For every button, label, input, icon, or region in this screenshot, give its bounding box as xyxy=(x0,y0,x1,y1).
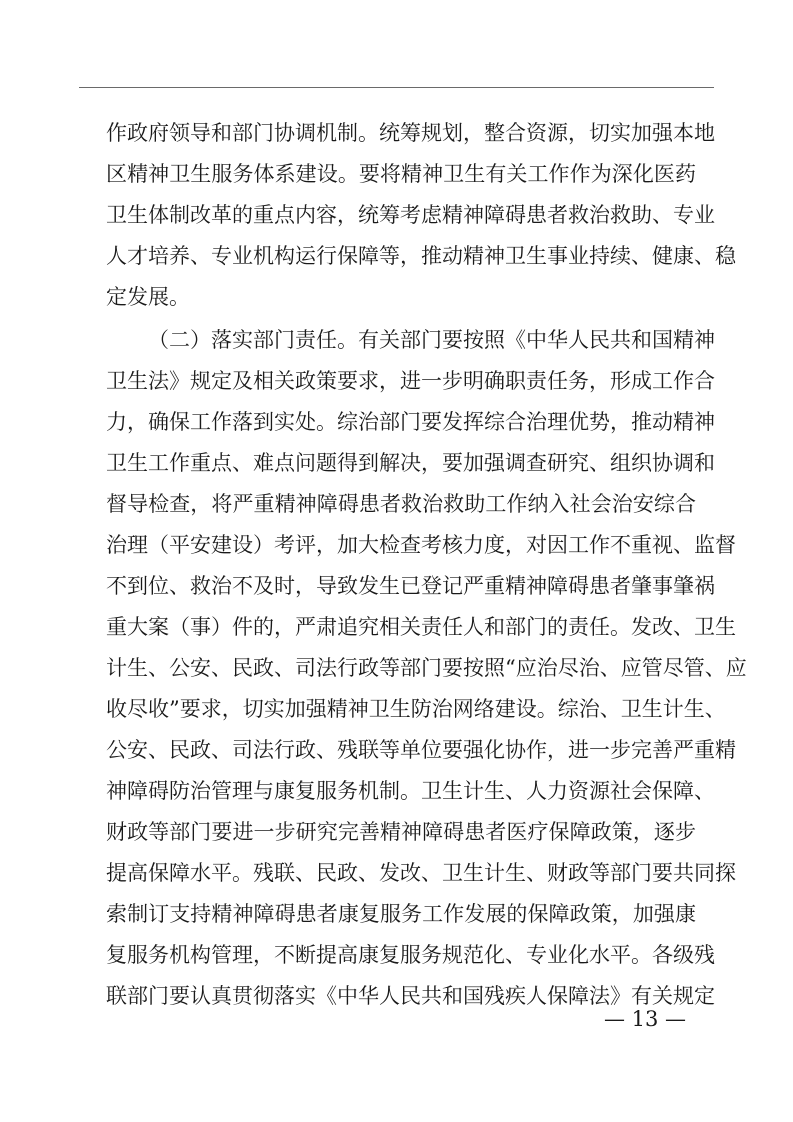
text-line: 力，确保工作落到实处。综治部门要发挥综合治理优势，推动精神 xyxy=(106,410,715,434)
text-line: 治理（平安建设）考评，加大检查考核力度，对因工作不重视、监督 xyxy=(106,533,736,557)
header-rule xyxy=(79,87,714,88)
text-line: 财政等部门要进一步研究完善精神障碍患者医疗保障政策，逐步 xyxy=(106,820,696,844)
text-line: 计生、公安、民政、司法行政等部门要按照“应治尽治、应管尽管、应 xyxy=(106,656,747,680)
text-line: 定发展。 xyxy=(106,285,190,309)
text-line: 神障碍防治管理与康复服务机制。卫生计生、人力资源社会保障、 xyxy=(106,779,715,803)
text-line: 公安、民政、司法行政、残联等单位要强化协作，进一步完善严重精 xyxy=(106,738,736,762)
text-line: 联部门要认真贯彻落实《中华人民共和国残疾人保障法》有关规定 xyxy=(106,984,715,1008)
text-line: 重大案（事）件的，严肃追究相关责任人和部门的责任。发改、卫生 xyxy=(106,615,736,639)
text-line: 卫生法》规定及相关政策要求，进一步明确职责任务，形成工作合 xyxy=(106,369,715,393)
text-line: 区精神卫生服务体系建设。要将精神卫生有关工作作为深化医药 xyxy=(106,162,696,186)
text-line: 不到位、救治不及时，导致发生已登记严重精神障碍患者肇事肇祸 xyxy=(106,574,715,598)
text-line: 索制订支持精神障碍患者康复服务工作发展的保障政策，加强康 xyxy=(106,902,696,926)
section-heading-line: （二）落实部门责任。有关部门要按照《中华人民共和国精神 xyxy=(148,328,715,352)
text-line: 卫生体制改革的重点内容，统筹考虑精神障碍患者救治救助、专业 xyxy=(106,203,715,227)
text-line: 督导检查，将严重精神障碍患者救治救助工作纳入社会治安综合 xyxy=(106,492,696,516)
text-line: 作政府领导和部门协调机制。统筹规划，整合资源，切实加强本地 xyxy=(106,121,715,145)
text-line: 复服务机构管理，不断提高康复服务规范化、专业化水平。各级残 xyxy=(106,943,715,967)
text-line: 卫生工作重点、难点问题得到解决，要加强调查研究、组织协调和 xyxy=(106,451,715,475)
text-line: 提高保障水平。残联、民政、发改、卫生计生、财政等部门要共同探 xyxy=(106,861,736,885)
text-line: 人才培养、专业机构运行保障等，推动精神卫生事业持续、健康、稳 xyxy=(106,244,736,268)
text-line: 收尽收”要求，切实加强精神卫生防治网络建设。综治、卫生计生、 xyxy=(106,697,726,721)
page-number: — 13 — xyxy=(603,1007,687,1031)
